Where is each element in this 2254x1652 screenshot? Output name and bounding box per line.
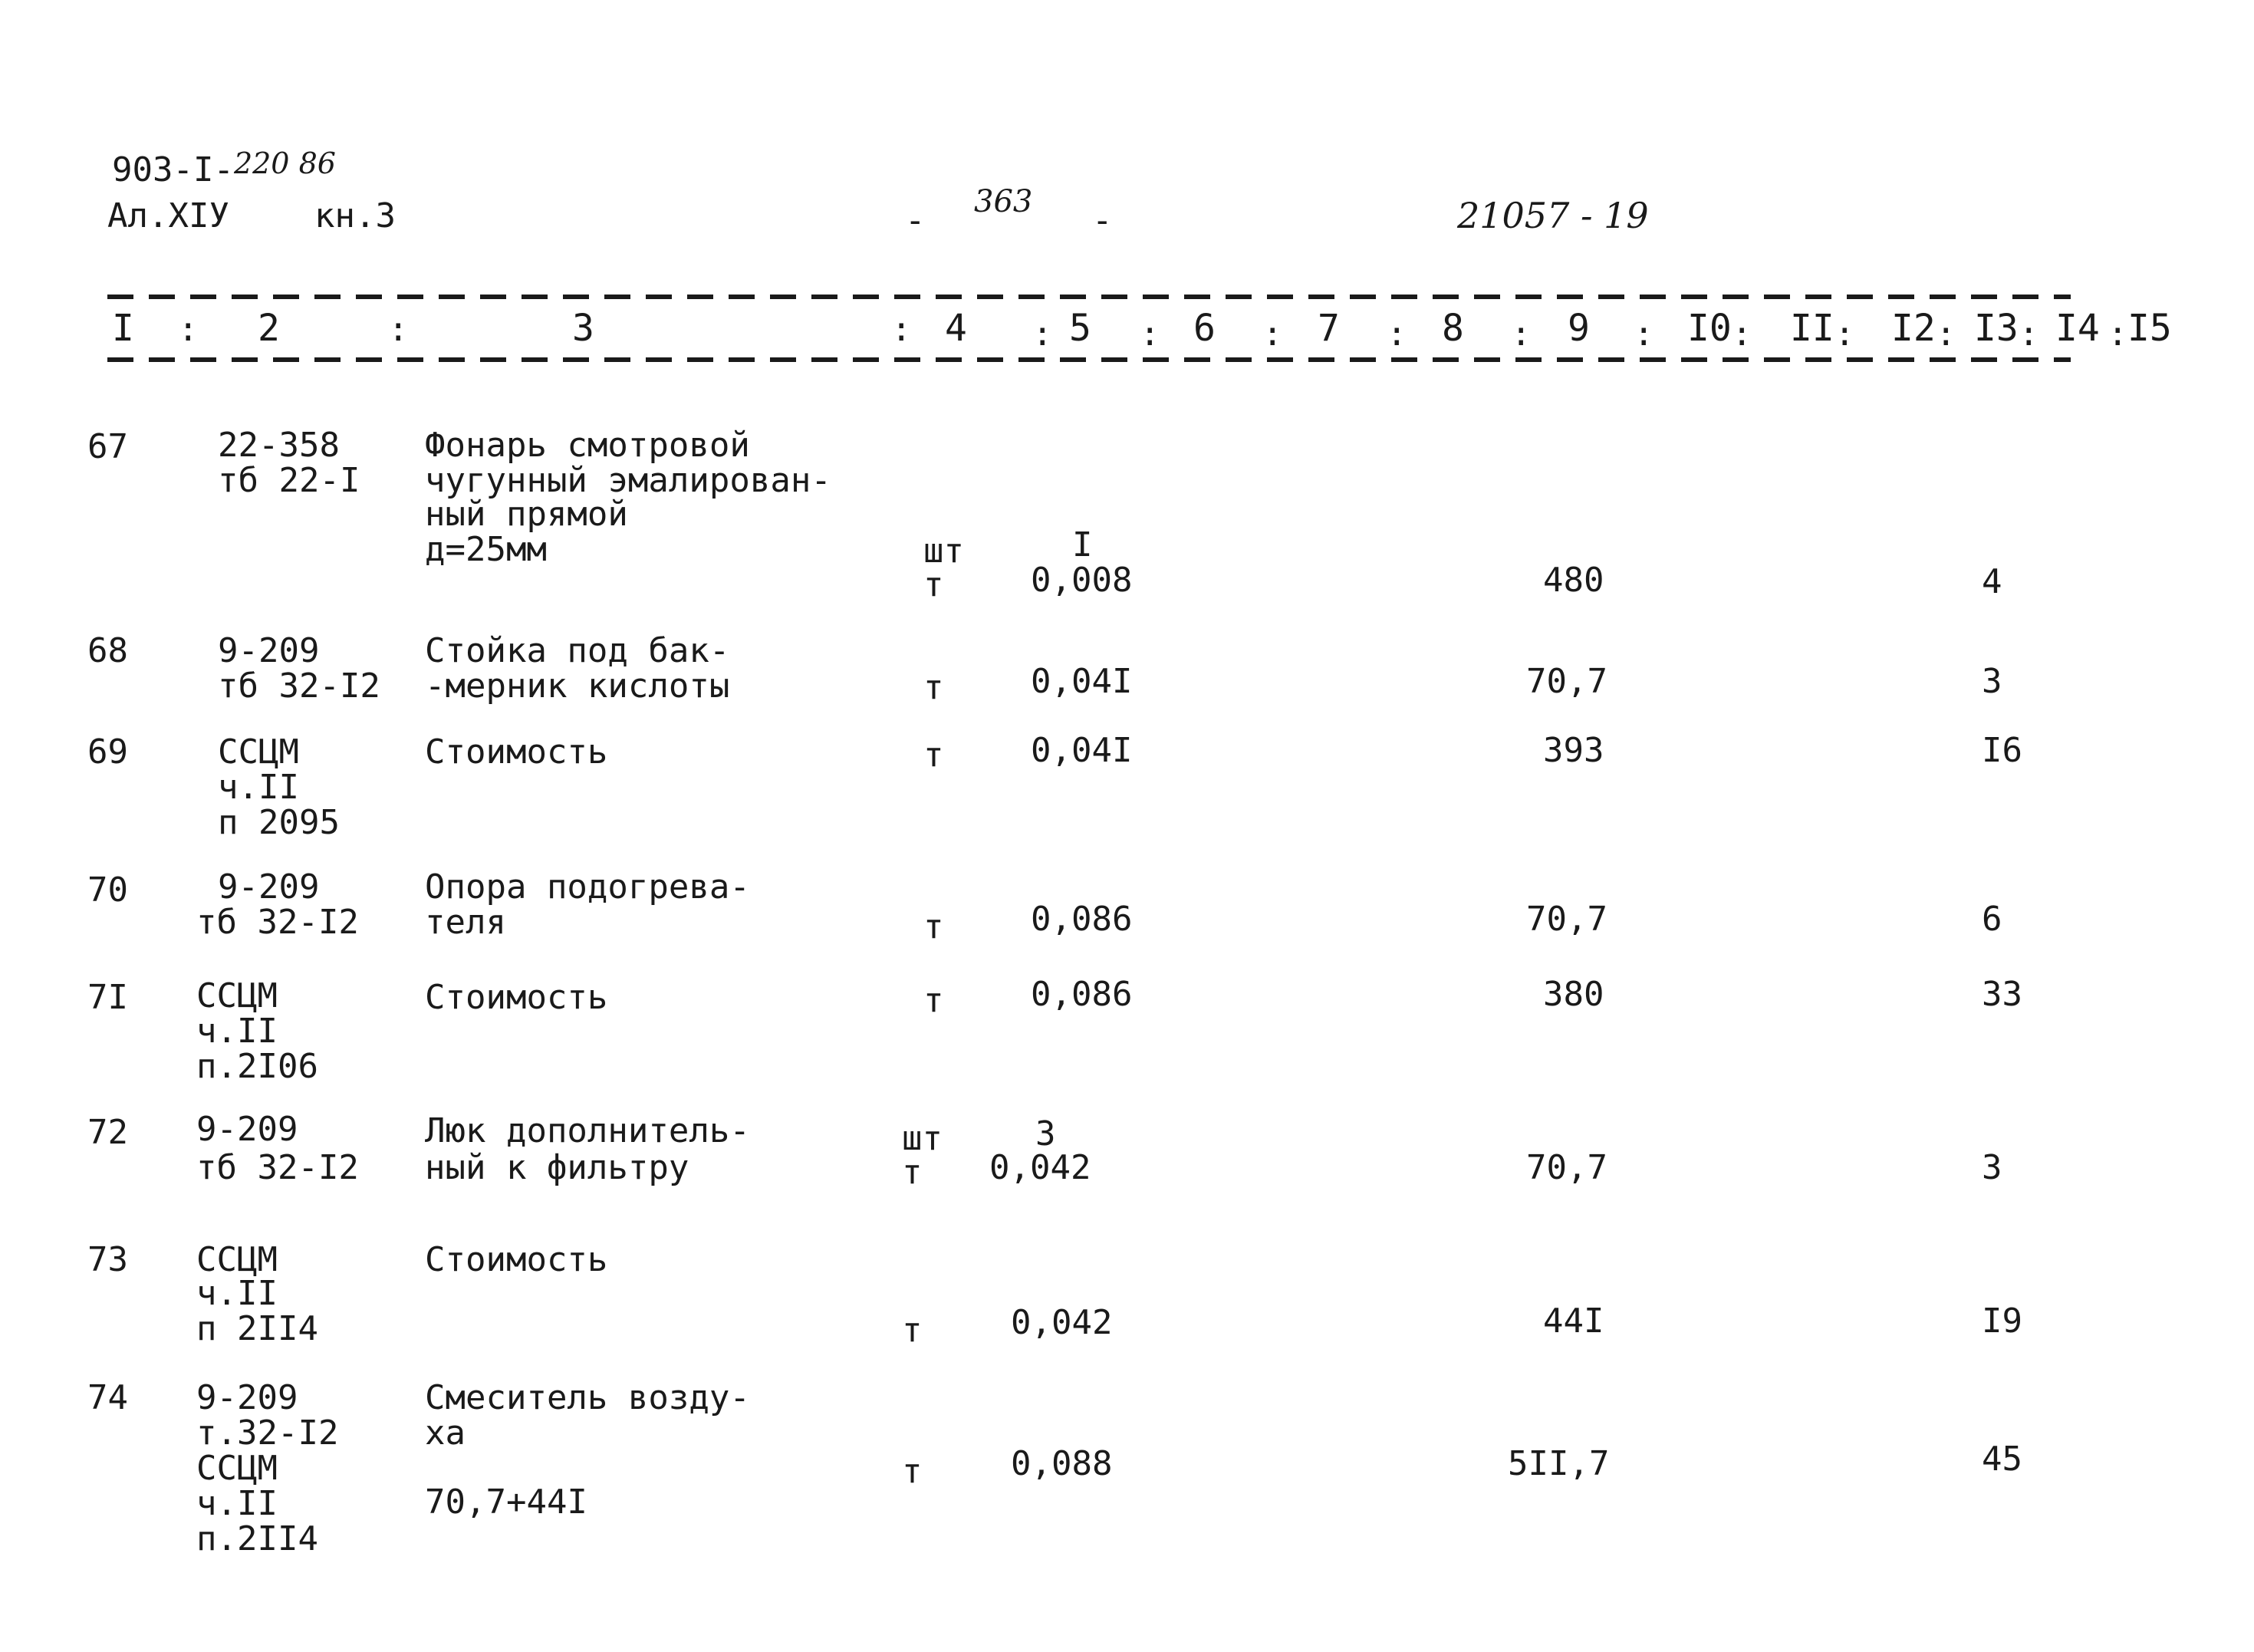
page-dash-left: - [905, 201, 926, 240]
item-name: 70,7+44I [425, 1483, 587, 1522]
norm-code: ССЦМ [196, 1240, 278, 1279]
norm-code: тб 32-I2 [196, 903, 359, 942]
norm-code: ч.II [218, 768, 299, 807]
norm-code: ч.II [196, 1274, 278, 1313]
unit: т [902, 1311, 923, 1350]
col-header-6: 6 [1193, 307, 1216, 350]
unit-price: 70,7 [1526, 662, 1607, 701]
sheet-reference: 21057 - 19 [1457, 195, 1649, 236]
norm-code: 9-209 [218, 867, 320, 907]
item-name: теля [425, 903, 506, 942]
item-name: Фонарь смотровой [425, 426, 750, 465]
quantity: I [1072, 525, 1093, 564]
total-cost: 4 [1982, 562, 2002, 601]
row-number: 72 [87, 1113, 128, 1152]
col-sep: : [1732, 314, 1752, 354]
divider-top [107, 295, 2071, 299]
col-header-15: I5 [2127, 307, 2172, 350]
divider-bottom [107, 357, 2071, 362]
item-name: Стоимость [425, 978, 608, 1017]
norm-code: ССЦМ [196, 976, 278, 1015]
item-name: -мерник кислоты [425, 666, 730, 706]
unit-price: 380 [1543, 975, 1604, 1014]
row-number: 67 [87, 427, 128, 466]
col-sep: : [1032, 314, 1053, 354]
unit-price: 44I [1543, 1302, 1604, 1341]
total-cost: 3 [1982, 1148, 2002, 1187]
norm-code: п.2I06 [196, 1047, 318, 1086]
unit-price: 70,7 [1526, 900, 1607, 939]
norm-code: п 2095 [218, 803, 340, 842]
norm-code: 9-209 [218, 631, 320, 670]
total-cost: I6 [1982, 731, 2022, 770]
row-number: 7I [87, 978, 128, 1017]
col-sep: : [1140, 314, 1160, 354]
item-name: ха [425, 1413, 466, 1453]
book-label: кн.3 [314, 196, 396, 235]
norm-code: т.32-I2 [196, 1413, 339, 1453]
doc-code-printed: 903-I- [112, 150, 234, 189]
norm-code: тб 32-I2 [196, 1148, 359, 1187]
col-sep: : [1634, 314, 1654, 354]
col-header-4: 4 [945, 307, 967, 350]
unit-price: 70,7 [1526, 1148, 1607, 1187]
norm-code: тб 32-I2 [218, 666, 380, 706]
doc-code-handwritten: 220 86 [233, 146, 336, 180]
unit-price: 5II,7 [1508, 1444, 1610, 1483]
col-sep: : [2108, 314, 2128, 354]
col-header-12: I2 [1891, 307, 1936, 350]
col-sep: : [1834, 314, 1855, 354]
page-number: 363 [974, 184, 1033, 219]
row-number: 68 [87, 631, 128, 670]
col-sep: : [388, 310, 409, 349]
item-name: д=25мм [425, 530, 547, 569]
col-header-2: 2 [258, 307, 280, 350]
col-sep: : [178, 310, 199, 349]
unit: т [923, 668, 944, 707]
unit: шт [902, 1119, 943, 1158]
unit: т [923, 981, 944, 1020]
col-sep: : [891, 310, 912, 349]
total-cost: 45 [1982, 1440, 2022, 1479]
unit-price: 480 [1543, 561, 1604, 600]
total-cost: I9 [1982, 1302, 2022, 1341]
norm-code: п.2II4 [196, 1519, 318, 1558]
col-header-1: I [112, 307, 134, 350]
quantity: 0,086 [1031, 900, 1133, 939]
unit: т [902, 1452, 923, 1491]
unit: т [923, 907, 944, 946]
col-sep: : [1936, 314, 1956, 354]
total-cost: 6 [1982, 900, 2002, 939]
col-header-10: I0 [1687, 307, 1732, 350]
unit: т [923, 565, 944, 604]
norm-code: п 2II4 [196, 1309, 318, 1348]
row-number: 69 [87, 732, 128, 772]
col-header-8: 8 [1442, 307, 1464, 350]
col-header-13: I3 [1974, 307, 2019, 350]
norm-code: тб 22-I [218, 461, 360, 500]
page-dash-right: - [1092, 201, 1113, 240]
quantity: 0,008 [1031, 561, 1133, 600]
quantity: 0,086 [1031, 975, 1133, 1014]
norm-code: 22-358 [218, 426, 340, 465]
doc-code [112, 146, 336, 189]
quantity: 0,042 [989, 1148, 1091, 1187]
unit: т [923, 736, 944, 775]
total-cost: 3 [1982, 662, 2002, 701]
item-name: ный прямой [425, 495, 628, 534]
unit-price: 393 [1543, 731, 1604, 770]
col-sep: : [2019, 314, 2039, 354]
norm-code: ССЦМ [196, 1449, 278, 1488]
quantity: 0,04I [1031, 662, 1133, 701]
item-name: Стоимость [425, 732, 608, 772]
item-name: чугунный эмалирован- [425, 461, 831, 500]
album-label: Ал.XIУ [107, 196, 229, 235]
quantity: 3 [1035, 1114, 1056, 1153]
quantity: 0,042 [1011, 1303, 1113, 1342]
col-header-11: II [1790, 307, 1834, 350]
row-number: 73 [87, 1240, 128, 1279]
row-number: 74 [87, 1378, 128, 1417]
item-name: Люк дополнитель- [425, 1111, 750, 1150]
col-sep: : [1511, 314, 1532, 354]
col-header-5: 5 [1069, 307, 1091, 350]
norm-code: 9-209 [196, 1378, 298, 1417]
quantity: 0,088 [1011, 1444, 1113, 1483]
col-header-9: 9 [1568, 307, 1590, 350]
norm-code: ч.II [196, 1484, 278, 1523]
norm-code: ч.II [196, 1012, 278, 1051]
norm-code: 9-209 [196, 1110, 298, 1149]
col-header-3: 3 [572, 307, 594, 350]
item-name: Опора подогрева- [425, 867, 750, 907]
item-name: ный к фильтру [425, 1148, 689, 1187]
col-sep: : [1387, 314, 1407, 354]
row-number: 70 [87, 870, 128, 910]
total-cost: 33 [1982, 975, 2022, 1014]
col-header-7: 7 [1318, 307, 1340, 350]
item-name: Стоимость [425, 1240, 608, 1279]
col-header-14: I4 [2055, 307, 2100, 350]
norm-code: ССЦМ [218, 732, 299, 772]
quantity: 0,04I [1031, 731, 1133, 770]
unit: т [902, 1153, 923, 1192]
item-name: Смеситель возду- [425, 1378, 750, 1417]
item-name: Стойка под бак- [425, 631, 730, 670]
col-sep: : [1262, 314, 1283, 354]
unit: шт [923, 531, 964, 571]
